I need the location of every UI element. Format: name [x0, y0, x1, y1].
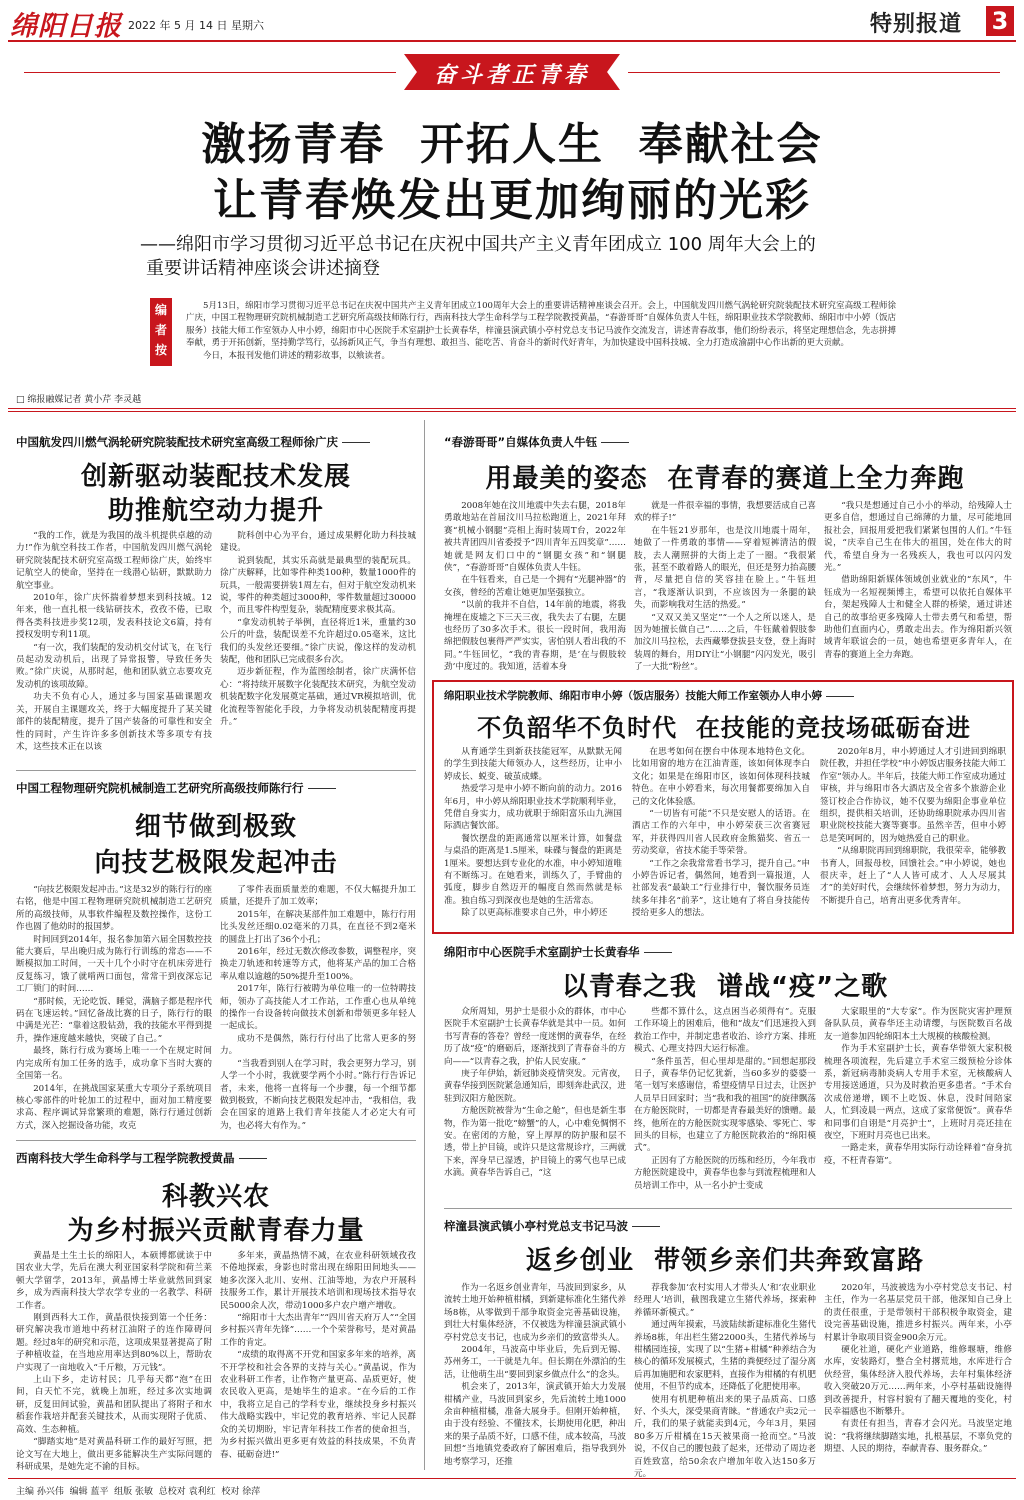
paragraph: 一路走来，黄春华用实际行动诠释着“奋身抗疫，不枉青春第”。 — [824, 1143, 1012, 1166]
paragraph: 最终，陈行行成为赛场上唯一一个在规定时间内完成所有加工任务的选手，成功拿下当时大赛的全国第一名。 — [16, 1046, 212, 1082]
paragraph: 时间回到2014年，报名参加第六届全国数控技能大赛后，早出晚归成为陈行行训练的常态——不断模拟加工时间，一天十几个小时守在机床旁进行反复练习，饿了就啃两口面包，常常干到夜深忘记工厂锁门的时间…… — [16, 934, 212, 995]
article-xu-title-1: 创新驱动装配技术发展 — [80, 462, 351, 492]
editor-note-tag: 编者按 — [155, 303, 168, 357]
issue-date: 2022 年 5 月 14 日 星期六 — [128, 19, 264, 32]
article-niu-column-2 — [634, 500, 816, 672]
paragraph: 刚到西科大工作，黄晶很快接到第一个任务：研究解决我市道地中药材江油附子的连作障碍问题。经过8年的研究和示范，这项成果显著提高了附子种植收益，在当地应用率达到80%以上，帮助农户实现了一亩地收入“千斤粮，万元钱”。 — [16, 1313, 212, 1373]
editor-note-paragraph-1: 5月13日，绵阳市学习贯彻习近平总书记在庆祝中国共产主义青年团成立100周年大会上的重要讲话精神座谈会召开。会上，中国航发四川燃气涡轮研究院装配技术研究室高级工程师徐广庆，中国工程物理研究院机械制造工艺研究所高级技师陈行行，西南科技大学生命科学与工程学院教授黄晶，“春游哥哥”自媒体负责人牛钰，绵阳职业技术学院教师、绵阳市中小婷（饭店服务）技能大师工作室领办人申小婷，绵阳市中心医院手术室副护士长黄春华，梓潼县演武镇小亭村党总支书记马波作交流发言，讲述青春故事，他们纷纷表示，将坚定理想信念，先志拼搏奉献，勇于开拓创新，坚持勤学笃行，弘扬新风正气，争当有理想、敢担当、能吃苦、肯奋斗的新时代好青年，为加快建设中国科技城、全力打造成渝副中心作出新的更大贡献。 — [186, 301, 896, 349]
article-huang-jing-column-2 — [220, 1250, 416, 1472]
paragraph: 在思考如何在摆台中体现本地特色文化。比如用窗的地方在江油青莲，该如何体现李白文化；如果是在绵阳市区，该如何体现科技城特色。在申小婷看来，每次用餐都要绵加入自己的文化体验感。 — [632, 747, 810, 807]
paragraph: 说到装配，其实乐高就是最典型的装配玩具。徐广庆解释，比如零件种类100种，数量1000件的玩具，一般需要拼装1周左右，但对于航空发动机来说，零件的种类超过3000种，零件数量超过30000个，而且零件构型复杂，装配精度要求极其高。 — [220, 555, 416, 616]
article-xu-title-2: 助推航空动力提升 — [107, 496, 324, 526]
paragraph: 硬化社道，硬化产业道路，维修堰塘，维修水库，安装路灯，整合全村撂荒地，水库进行合伙经营，集体经济入股代养场，去年村集体经济收入突破20万元……两年来，小亭村基础设施得到改善提升，村容村貌有了翻天覆地的变化，村民幸福感也不断攀升。 — [824, 1345, 1012, 1418]
article-niu-column-3 — [824, 500, 1012, 672]
article-xu-kicker: 中国航发四川燃气涡轮研究院装配技术研究室高级工程师徐广庆 — [16, 434, 370, 450]
paragraph: 荐我参加‘农村实用人才带头人’和‘农业职业经理人’培训，截图我建立生猪代养场，探索种养循环新模式。” — [634, 1283, 816, 1318]
paragraph: 2016年，经过无数次修改参数，调整程序，突换走刀轨迹和转速等方式，他将某产品的加工合格率从难以逾越的50%提升至100%。 — [220, 947, 416, 982]
column-separator — [424, 420, 425, 1470]
divider — [444, 1208, 1012, 1209]
paragraph: 成功不是偶然，陈行行付出了比常人更多的努力。 — [220, 1033, 416, 1057]
headline-subtitle-2: 重要讲话精神座谈会讲述摘登 — [146, 258, 380, 279]
paragraph: “脚踏实地”是对黄晶科研工作的最好写照，把论文写在大地上，做出更多能解决生产实际问题的科研成果，是她先定不渝的目标。 — [16, 1437, 212, 1472]
paragraph: 2020年，马波被选为小亭村党总支书记、村主任，作为一名基层党员干部，他深知自己身上的责任很重，于是带领村干部积极争取资金，建设完善基础设施，推进乡村振兴。两年来，小亭村累计争取项目资金900余万元。 — [824, 1283, 1012, 1343]
article-ma-column-3 — [824, 1282, 1012, 1472]
footer-credits: 主编 孙兴伟 编辑 蓝平 组版 张敏 总校对 袁利红 校对 徐萍 — [16, 1487, 261, 1497]
paragraph: “有一次，我们装配的发动机交付试飞，在飞行员起动发动机后，出现了异常报警，导致任务失败。”徐广庆说，从那时起，他和团队就立志要攻克发动机的该项故障。 — [16, 642, 212, 690]
paragraph: 众所周知，男护士是很小众的群体，市中心医院手术室副护士长黄春华就是其中一员。如何书写青春的答卷？曾经一度迷惘的黄春华，在经历了战“疫”的磨砺后，逐渐找到了青春奋斗的方向——“以青春之我，护佑人民安康。” — [444, 1007, 626, 1067]
article-xu-column-1 — [16, 530, 212, 762]
paragraph: 借助绵阳新媒体领域创业就业的“东风”，牛钰成为一名短视频博主，希望可以依托自媒体平台，架起残障人士和健全人群的桥梁，通过讲述自己的故事给更多残障人士带去勇气和希望，帮助他们直面内心，勇敢走出去。作为绵阳新兴领域青年联谊会的一员，她也希望更多青年人，在青春的赛道上全力奔跑。 — [824, 575, 1012, 660]
paragraph: “又双又美又坚定”“一个人之所以迷人，是因为她擅长做自己”……之后，牛钰戴着假肢参加汶川马拉松，去西藏攀登拔县支登，登上海时装周的舞台，用DIY让“小钢腿”闪闪发光，吸引了一大批“粉丝”。 — [634, 612, 816, 673]
page-number: 3 — [986, 6, 1014, 36]
article-huang-ch-column-1 — [444, 1006, 626, 1202]
divider — [16, 770, 416, 771]
paragraph: 2004年，马波高中毕业后，先后到无锡、苏州务工，一干就是九年。但长期在外漂泊的生活，让他萌生出“要回到家乡做点什么”的念头。 — [444, 1345, 626, 1380]
masthead-rule — [8, 40, 1016, 42]
article-chen-kicker: 中国工程物理研究院机械制造工艺研究所高级技师陈行行 — [16, 780, 336, 796]
article-niu-title: 用最美的姿态 在青春的赛道上全力奔跑 — [485, 464, 965, 494]
editor-note-text — [186, 300, 896, 384]
paragraph: “向技艺极限发起冲击。”这是32岁的陈行行的座右铭，他是中国工程物理研究院机械制造工艺研究所的高级技师，从事软件编程及数控操作，这份工作也圆了他幼时的报国梦。 — [16, 885, 212, 933]
paragraph: 了零件表面质量差的难题，不仅大幅提升加工质量，还提升了加工效率； — [220, 885, 416, 908]
paragraph: 大家眼里的“大专家”。作为医院灾害护理预备队队员，黄春华还主动请缨，与医院数百名战友一道参加四轮绵阳本土大规模的核酸检测。 — [824, 1007, 1012, 1042]
paragraph: “当我看到别人在学习时，我会更努力学习，别人学一个小时，我就要学两个小时。”陈行行告诉记者，未来，他将一直将每一个步骤，每一个细节都做到极致，不断向技艺极限发起冲击，“我相信，我会在国家的道路上我们青年技能人才必定大有可为，也必将大有作为。” — [220, 1058, 416, 1131]
article-huang-jing-title-1: 科教兴农 — [161, 1182, 270, 1212]
article-huang-ch-column-2 — [634, 1006, 816, 1202]
paragraph: 在牛钰21岁那年，也是汶川地震十周年，她做了一件勇敢的事情——穿着短裤清洁的假肢，去人潮照拼的大街上走了一圈。“我很紧张，甚至不敢着路人的眼光，但还是努力抬高腰背，尽量把自信的笑容挂在脸上。”牛钰坦言，“我逐渐认识到，不应该因为一条腿的缺失，而影响我对生活的热爱。” — [634, 525, 816, 611]
paragraph: 正因有了方舱医院的历练和经历，今年我市方舱医院建设中，黄春华也参与到流程梳理和人员培训工作中，从一名小护士变成 — [634, 1155, 816, 1191]
paragraph: 多年来，黄晶热情不减，在农业科研领域孜孜不倦地探索，身影也时常出现在绵阳田间地头——她多次深入北川、安州、江油等地，为农户开展科技服务工作，累计开展技术培训和现场技术指导农民5000余人次，带动1000多户农户增产增收。 — [220, 1251, 416, 1311]
paragraph: 从育通学生到新获技能冠军，从默默无闻的学生到技能大师领办人，这些经历，让申小婷成长、蜕变、破茧成蝶。 — [444, 747, 622, 782]
article-huang-ch-column-3 — [824, 1006, 1012, 1202]
article-niu-column-1 — [444, 500, 626, 672]
paragraph: 2015年，在解决某部件加工难题中，陈行行用比头发丝还细0.02毫米的刀具，在直径不到2毫米的圆盘上打出了36个小孔； — [220, 909, 416, 945]
headline-line-1: 激扬青春 开拓人生 奉献社会 — [201, 119, 823, 170]
paragraph: 2010年，徐广庆怀揣着梦想来到科技城。12年来，他一直扎根一线钻研技术，孜孜不倦，已取得各类科技进步奖12项，发表科技论文6篇，持有授权发明专利11项。 — [16, 593, 212, 641]
paragraph: “条件虽苦，但心里却是甜的。”回想起那段日子，黄春华仍记忆犹新，当60多岁的婆婆一笔一划写来感谢信，希望疫情早日过去，让医护人员早日回家时；当“我和我的祖国”的旋律飘荡在方舱医院时，一切都是青春最美好的馈赠。最终，他所在的方舱医院实现零感染、零死亡、零回头的目标，也建立了方舱医院救治的“绵阳模式”。 — [634, 1056, 816, 1154]
article-chen-title-1: 细节做到极致 — [134, 812, 297, 842]
paragraph: 上山下乡，走访村民；几乎每天都“泡”在田间，白天忙不完，就晚上加班，经过多次实地调研，反复田间试验，黄晶和团队提出了将附子和水稻套作栽培并配套关键技术，从而实现附子优质、高效、生态种植。 — [16, 1375, 212, 1435]
article-ma-column-1 — [444, 1282, 626, 1472]
paragraph: 2017年，陈行行被聘为单位唯一的一位特聘技师，领办了高技能人才工作站，工作重心也从单纯的操作一台设备转向做技术创新和带领更多年轻人一起成长。 — [220, 984, 416, 1032]
paragraph: “那时候，无论吃饭、睡觉，满脑子都是程序代码在飞速运转。”回忆备战比赛的日子，陈行行的眼中满是光芒：“靠着这股钻劲，我的技能水平得到提升，操作速度越来越快，突破了自己。” — [16, 996, 212, 1044]
paragraph: “一切皆有可能”不只是安慰人的话语。在酒店工作的六年中，申小婷荣获三次省赛冠军，并获得四川省人民政府金熊猫奖、省五一劳动奖章，省技术能手等荣誉。 — [632, 809, 810, 857]
footer-rule — [8, 1478, 1016, 1479]
article-xu-column-2 — [220, 530, 416, 762]
paragraph: 餐饮摆盘的距离通常以厘米计算，如餐盘与桌沿的距离是1.5厘米，味碟与餐盘的距离是1厘米。要想达到专业化的水准，申小婷知道唯有不断练习。在她看来，训练久了，手臂曲的弧度，脚步自然迈开的幅度自然而然就是标准。独自练习到深夜也是她的生活常态。 — [444, 833, 622, 906]
newspaper-logo: 绵阳日报 — [10, 11, 122, 42]
article-niu-kicker: “春游哥哥”自媒体负责人牛钰 — [444, 434, 629, 450]
paragraph: “从绵职院再回到绵职院，我很荣幸，能够教书育人，回报母校，回馈社会。”申小婷说，她也很庆幸，赶上了“人人皆可成才、人人尽展其才”的美好时代，会继续怀着梦想，努力为动力，不断提升自己，培育出更多优秀青年。 — [820, 846, 1006, 906]
paragraph: 作为一名返乡创业青年，马波回到家乡，从流转土地开始种植柑橘，到新建标准化生猪代养场8栋，从零做到千部争取资金完善基础设施，到壮大村集体经济，不仅被选为梓潼县演武镇小亭村党总支书记，也成为乡亲们的致富带头人。 — [444, 1283, 626, 1343]
paragraph: 除了以更高标准要求自己外，申小婷还 — [461, 908, 608, 919]
paragraph: 作为手术室副护士长，黄春华带领大家积极梳理各项流程，先后建立手术室三级预检分诊体系，新冠病毒肺炎病人专用手术室，无核酸病人专用接送通道，只为及时救治更多患者。“手术台次成倍递增，顾不上吃饭、休息，没时间陪家人，忙到凌晨一两点，这成了家常便饭”。黄春华和同事们自诩是“月亮护士”，上班时月亮还挂在夜空，下班时月亮也已出来。 — [824, 1044, 1012, 1142]
article-shen-column-3 — [820, 746, 1006, 926]
paragraph: 就是一件很幸福的事情，我想要活成自己喜欢的样子!” — [634, 501, 816, 524]
editor-note-paragraph-2: 今日，本报刊发他们讲述的精彩故事，以飨读者。 — [203, 350, 391, 361]
paragraph: 机会来了，2013年，演武镇开始大力发展柑橘产业，马波回到家乡，先后流转土地1000余亩种植柑橘，准备大展身手。但刚开始种植，由于没有经验、不懂技术，长期使用化肥，种出来的果子品质不好，口感不佳，成本较高，马波回想“当地镇党委政府了解困难后，指导我到外地考察学习，还推 — [444, 1382, 626, 1467]
article-huang-jing-title-2: 为乡村振兴贡献青春力量 — [67, 1216, 365, 1246]
banner-line-right — [628, 72, 1000, 73]
paragraph: 些都不算什么，这点困当必须得有”。克服工作环境上的困难后，他和“战友”们迅速投入到救治工作中，并制定患者收治、诊疗方案、排班模式、心理支持四大运行标准。 — [634, 1007, 816, 1055]
paragraph: 使用有机肥种植出来的果子品质高、口感好、个头大，深受果商青睐。“普通农户卖2元一斤，我们的果子就能卖到4元，今年3月，果园80多万斤柑橘在15天被果商一抢而空。”马波说，不仅自己的腰包鼓了起来，还带动了周边老百姓致富，给50余农户增加年收入达150多万元。 — [634, 1394, 816, 1480]
paragraph: “我的工作，就是为我国的战斗机提供卓越的动力!”作为航空科技工作者，中国航发四川燃气涡轮研究院装配技术研究室高级工程师徐广庆，始终牢记航空人的使命，坚持在一线潜心钻研，默默助力航空事业。 — [16, 531, 212, 591]
paragraph: 功夫不负有心人，通过多与国家基础课题攻关，开展自主课题攻关，终于大幅度提升了某关键部件的装配精度，提升了国产装备的可靠性和安全性的同时，产生许许多多创新技术等多项专有技术，这些技术正在以该 — [16, 692, 212, 752]
paragraph: 有责任有担当，青春才会闪光。马波坚定地说：“我将继续脚踏实地，扎根基层，不辜负党的期望、人民的期待，奉献青春、服务群众。” — [824, 1419, 1012, 1455]
article-ma-column-2 — [634, 1282, 816, 1480]
paragraph: 在牛钰看来，自己是一个拥有“光腿神器”的女孩，曾经的苦难让她更加坚强独立。 — [444, 575, 626, 598]
headline-line-2: 让青春焕发出更加绚丽的光彩 — [213, 175, 811, 226]
article-ma-title: 返乡创业 带领乡亲们共奔致富路 — [525, 1246, 925, 1276]
paragraph: 2014年，在挑战国家某重大专项分子系统项目核心零部件的叶轮加工的过程中，面对加工精度要求高、程序调试异常繁琐的难题，陈行行通过创新方式，深入挖掘设备功能，攻克 — [16, 1083, 212, 1131]
paragraph: 院科创中心为平台，通过成果孵化助力科技城建设。 — [220, 531, 416, 554]
article-huang-ch-kicker: 绵阳市中心医院手术室副护士长黄春华 — [444, 944, 672, 960]
article-huang-jing-column-1 — [16, 1250, 212, 1472]
paragraph: 通过两年摸索，马波陆续新建标准化生猪代养场8栋，年出栏生猪22000头，生猪代养场与柑橘园连接，实现了以“生猪+柑橘”种养结合为核心的循环发展模式，生猪的粪便经过了湿分离后再加施肥和农家肥料，直接作为柑橘的有机肥使用，不但节约成本，还降低了化肥使用率。 — [634, 1320, 816, 1393]
paragraph: “我只是想通过自己小小的举动，给残障人士更多自信，想通过自己绵薄的力量，尽可能地回报社会，回报用爱把我们紧紧包围的人们。”牛钰说，“庆幸自己生在伟大的祖国，处在伟大的时代，希望自身为一名残疾人，我也可以闪闪发光。” — [824, 501, 1012, 574]
paragraph: “绵阳市十大杰出青年”“四川省天府万人”“全国乡村振兴青年先锋”……一个个荣誉称号，是对黄晶工作的肯定。 — [220, 1313, 416, 1348]
paragraph: “拿发动机转子举例，直径将近1米，重量约30公斤的叶盘，装配误差不允许超过0.05毫米，这比我们的头发丝还要细。”徐广庆说，像这样的发动机装配，他和团队已完成很多台次。 — [220, 617, 416, 666]
article-shen-title: 不负韶华不负时代 在技能的竞技场砥砺奋进 — [477, 714, 971, 742]
divider-top — [8, 408, 1016, 409]
banner-line-left — [24, 72, 396, 73]
paragraph: “工作之余我常常看书学习，提升自己。”申小婷告诉记者，偶然间，她看到一篇报道，人社部发表“最缺工”行业排行中，餐饮服务员连续多年排名“前茅”，这让她有了将自身技能传授给更多人的想法。 — [632, 858, 810, 919]
paragraph: 方舱医院被誉为“生命之舱”，但也是新生事物，作为第一批吃“螃蟹”的人，心中难免惆惘不安。在密闭的方舱，穿上厚厚的防护服和层不透，带上护目镜，或许只是这常规诊疗，三两就下来，浑身早已湿透，护目镜上的雾气也早已成水滴。黄春华告诉自己，“这 — [444, 1106, 626, 1179]
article-ma-kicker: 梓潼县演武镇小亭村党总支书记马波 — [444, 1218, 660, 1234]
article-chen-title-2: 向技艺极限发起冲击 — [94, 848, 338, 878]
paragraph: “以前的我并不自信，14年前的地震，将我掩埋在废墟之下三天三夜，我失去了右腿，左腿也经历了30多次手术。很长一段时间，我用海绵把假肢包裹得严严实实，害怕别人看出我的不同。”牛钰回忆，“我的青春期，是‘在与假肢较劲’中度过的。我知道，活着本身 — [444, 600, 626, 673]
article-huang-ch-title: 以青春之我 谱战“疫”之歌 — [561, 972, 889, 1002]
section-title: 特别报道 — [870, 12, 963, 37]
article-chen-column-1 — [16, 884, 212, 1132]
paragraph: 2020年8月，申小婷通过人才引进回到绵职院任教，并担任学校“申小婷饭店服务技能大师工作室”领办人。半年后，技能大师工作室成功通过审核，并与绵阳市各大酒店及全省多个旅游企业签订校企合作协议，她不仅要为绵阳企事业单位组织，提供相关培训，还协助绵职院承办四川省职业院校技能大赛等赛事。虽然辛苦，但申小婷总是笑呵呵的，因为她热爱自己的职业。 — [820, 747, 1006, 844]
article-shen-column-2 — [632, 746, 810, 926]
paragraph: 2008年她在汶川地震中失去右腿，2018年勇敢地站在首届汶川马拉松跑道上，2021年拜赛“机械小钢腿”亮相上海时装周T台，2022年被共青团四川省委授予“四川青年五四奖章”……她就是网友们口中的“钢腿女孩”和“钢腿侠”，“春游哥哥”自媒体负责人牛钰。 — [444, 501, 626, 574]
divider — [16, 1140, 416, 1141]
paragraph: 庚子年伊始，新冠肺炎疫情突发。元宵夜，黄春华接到医院紧急通知后，即刻奔赴武汉，进驻到汉阳方舱医院。 — [444, 1069, 626, 1104]
paragraph: 热爱学习是申小婷不断向前的动力。2016年6月，申小婷从绵阳职业技术学院顺利毕业，凭借自身实力，成功就职于绵阳富乐山九洲国际酒店餐饮部。 — [444, 784, 622, 832]
paragraph: “成绩的取得离不开党和国家多年来的培养，离不开学校和社会各界的支持与关心。”黄晶说，作为农业科研工作者，让作物产量更高、品质更好，使农民收入更高，是她毕生的追求。“在今后的工作中，我将立足自己的学科专业，继续投身乡村振兴伟大战略实践中，牢记党的教育培养、牢记人民群众的关切期盼，牢记青年科技工作者的使命担当，为乡村振兴做出更多更有效益的科技成果，不负青春、砥砺奋进!” — [220, 1350, 416, 1460]
byline: □ 绵报融媒记者 黄小芹 李灵越 — [16, 395, 142, 405]
article-huang-jing-kicker: 西南科技大学生命科学与工程学院教授黄晶 — [16, 1150, 267, 1166]
article-chen-column-2 — [220, 884, 416, 1132]
paragraph: 黄晶是土生土长的绵阳人，本硕博都就读于中国农业大学，先后在澳大利亚国家科学院和荷兰莱顿大学留学，2013年，黄晶博士毕业就然回到家乡，成为西南科技大学农学专业的一名教学、科研工作者。 — [16, 1251, 212, 1311]
headline-subtitle-1: ——绵阳市学习贯彻习近平总书记在庆祝中国共产主义青年团成立 100 周年大会上的 — [140, 234, 816, 255]
banner-text: 奋斗者正青春 — [433, 62, 590, 88]
article-shen-kicker: 绵阳职业技术学院教师、绵阳市申小婷（饭店服务）技能大师工作室领办人申小婷 — [444, 688, 854, 703]
paragraph: 迈步新征程，作为蓝图绘制者，徐广庆满怀信心：“将持续开展数字化装配技术研究，为航空发动机装配数字化发展奠定基础，通过VR模拟培训，优化流程等智能化手段，力争将发动机装配精度再提升。” — [220, 667, 416, 728]
article-shen-column-1 — [444, 746, 622, 926]
divider-top-2 — [8, 411, 1016, 412]
